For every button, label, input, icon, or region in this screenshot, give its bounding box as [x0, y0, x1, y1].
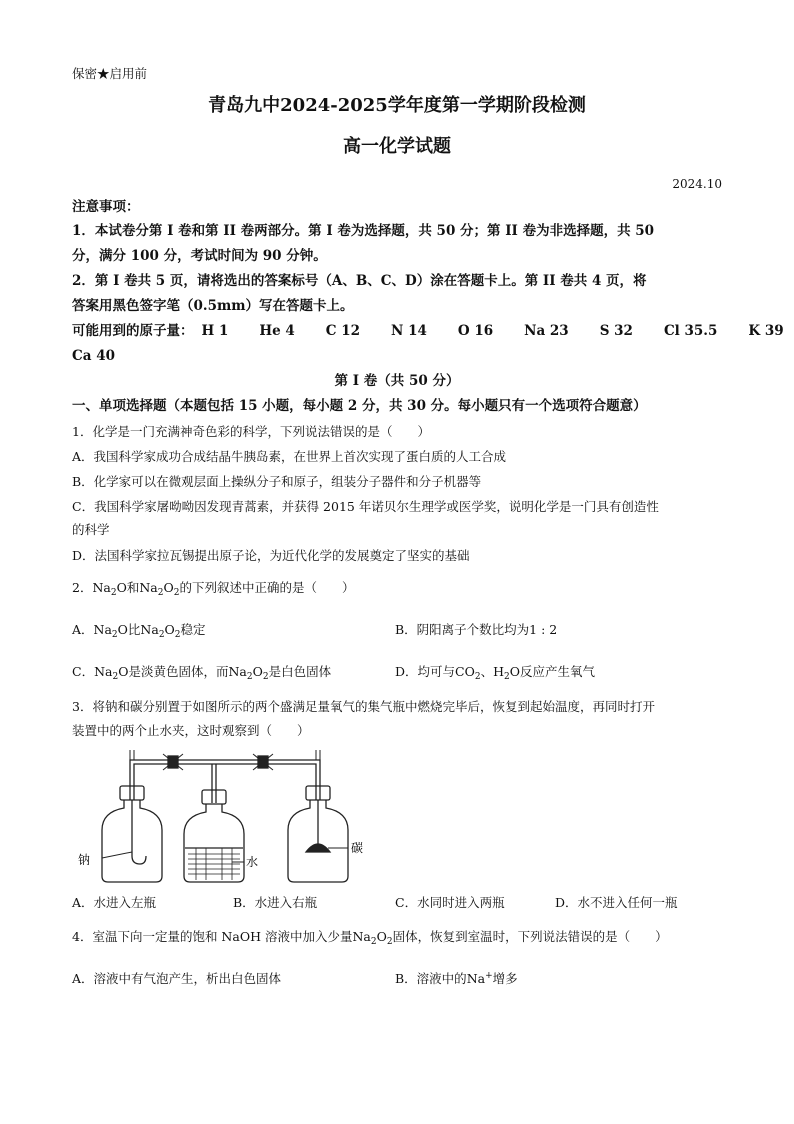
subscript: 2 — [474, 672, 481, 682]
formula-o: O — [118, 664, 129, 679]
note-1-line-2: 分，满分 100 分，考试时间为 90 分钟。 — [72, 248, 327, 264]
formula-na: Na — [228, 664, 247, 679]
formula-na: Na — [93, 622, 112, 637]
atoms-label: 可能用到的原子量： — [72, 323, 194, 339]
option-text: 稳定 — [180, 622, 206, 637]
q2-option-a — [72, 622, 206, 638]
gas-bottle-apparatus — [72, 748, 372, 888]
section-1-heading: 一、单项选择题（本题包括 15 小题，每小题 2 分，共 30 分。每小题只有一个选项符合题意） — [72, 398, 647, 414]
formula-h: H — [493, 664, 504, 679]
apparatus-drawing — [72, 748, 372, 888]
q2-option-b: B．阴阳离子个数比均为1 : 2 — [395, 622, 558, 637]
atom-item: K 39 — [748, 323, 784, 339]
formula-na: Na — [352, 929, 371, 944]
formula-na: Na — [139, 580, 158, 595]
notes-heading: 注意事项： — [72, 199, 140, 215]
formula-o: O — [509, 664, 520, 679]
q4-stem — [72, 929, 668, 945]
label-carbon: 碳 — [351, 841, 364, 855]
atom-item: N 14 — [391, 323, 427, 339]
q2-stem-mid: 和 — [126, 580, 140, 595]
option-text: 是白色固体 — [268, 664, 332, 679]
q2-number: 2． — [72, 580, 93, 595]
q4-option-a: A．溶液中有气泡产生，析出白色固体 — [72, 971, 282, 986]
q3-stem-line-2: 装置中的两个止水夹，这时观察到（ ） — [72, 723, 310, 738]
atom-item: Na 23 — [524, 323, 569, 339]
exam-date: 2024.10 — [672, 177, 722, 191]
subscript: 2 — [386, 937, 393, 947]
note-2-line-1: 2．第 I 卷共 5 页，请将选出的答案标号（A、B、C、D）涂在答题卡上。第 II 卷共 4 页，将 — [72, 273, 647, 289]
option-text: 比 — [127, 622, 141, 637]
middle-bottle-stopper — [202, 790, 226, 804]
formula-o: O — [116, 580, 127, 595]
left-bottle-stopper — [120, 786, 144, 800]
subscript: 2 — [174, 630, 181, 640]
option-text: 、 — [480, 664, 494, 679]
q2-option-d — [395, 664, 595, 680]
q1-option-c-line-2: 的科学 — [72, 522, 110, 537]
subscript: 2 — [246, 672, 253, 682]
q2-stem — [72, 580, 354, 596]
atom-item: S 32 — [599, 323, 633, 339]
subscript: 2 — [112, 672, 119, 682]
middle-bottle — [184, 804, 244, 882]
middle-tube — [212, 764, 216, 803]
formula-na: Na — [92, 580, 111, 595]
note-2-line-2: 答案用黑色签字笔（0.5mm）写在答题卡上。 — [72, 298, 354, 314]
q1-stem: 1．化学是一门充满神奇色彩的科学，下列说法错误的是（ ） — [72, 424, 430, 439]
option-prefix: B．溶液中的 — [395, 971, 467, 986]
q4-stem-start: 4．室温下向一定量的饱和 NaOH 溶液中加入少量 — [72, 929, 353, 944]
spoon-left — [132, 800, 146, 864]
label-sodium: 钠 — [78, 853, 91, 867]
atom-item: C 12 — [325, 323, 361, 339]
formula-na: Na — [466, 971, 486, 986]
q2-stem-end: 的下列叙述中正确的是（ ） — [179, 580, 355, 595]
note-1-line-1: 1．本试卷分第 I 卷和第 II 卷两部分。第 I 卷为选择题，共 50 分；第 II 卷为非选择题，共 50 — [72, 223, 655, 239]
option-prefix: C． — [72, 664, 95, 679]
subscript: 2 — [158, 630, 165, 640]
option-prefix: D．均可与 — [395, 664, 456, 679]
subscript: 2 — [370, 937, 377, 947]
atom-item: He 4 — [259, 323, 295, 339]
atom-item: Cl 35.5 — [663, 323, 718, 339]
option-text: 反应产生氧气 — [519, 664, 595, 679]
q3-option-b: B．水进入右瓶 — [233, 895, 318, 910]
q3-stem-line-1: 3．将钠和碳分别置于如图所示的两个盛满足量氧气的集气瓶中燃烧完毕后，恢复到起始温度，再同时打开 — [72, 699, 655, 714]
subscript: 2 — [157, 588, 164, 598]
option-text: 是淡黄色固体，而 — [128, 664, 229, 679]
atomic-masses — [72, 323, 784, 339]
label-water: 水 — [246, 855, 259, 869]
q2-option-c — [72, 664, 331, 680]
q4-option-b — [395, 971, 518, 987]
formula-o: O — [117, 622, 128, 637]
exam-title: 青岛九中2024-2025学年度第一学期阶段检测 — [208, 95, 586, 116]
formula-o: O — [163, 580, 174, 595]
formula-na: Na — [94, 664, 113, 679]
exam-subtitle: 高一化学试题 — [343, 136, 451, 157]
q3-option-c: C．水同时进入两瓶 — [395, 895, 505, 910]
carbon-sample — [306, 844, 330, 852]
subscript: 2 — [173, 588, 180, 598]
part-1-heading: 第 I 卷（共 50 分） — [334, 373, 460, 389]
atomic-masses-line-2: Ca 40 — [72, 348, 115, 364]
formula-co: CO — [455, 664, 475, 679]
subscript: 2 — [504, 672, 510, 682]
formula-o: O — [164, 622, 175, 637]
option-prefix: A． — [72, 622, 94, 637]
q1-option-c-line-1: C．我国科学家屠呦呦因发现青蒿素，并获得 2015 年诺贝尔生理学或医学奖，说明化学是一门具有创造性 — [72, 499, 659, 514]
q1-option-b: B．化学家可以在微观层面上操纵分子和原子，组装分子器件和分子机器等 — [72, 474, 482, 489]
connecting-tube — [130, 760, 320, 800]
option-text: 增多 — [492, 971, 518, 986]
superscript: + — [485, 971, 493, 981]
subscript: 2 — [111, 630, 118, 640]
subscript: 2 — [110, 588, 117, 598]
q4-stem-end: 固体，恢复到室温时，下列说法错误的是（ ） — [392, 929, 668, 944]
q3-option-a: A．水进入左瓶 — [72, 895, 157, 910]
subscript: 2 — [262, 672, 269, 682]
q3-option-d: D．水不进入任何一瓶 — [555, 895, 678, 910]
connecting-tube-inner — [134, 764, 316, 800]
atom-item: H 1 — [201, 323, 229, 339]
q1-option-d: D．法国科学家拉瓦锡提出原子论，为近代化学的发展奠定了坚实的基础 — [72, 548, 470, 563]
formula-o: O — [252, 664, 263, 679]
q1-option-a: A．我国科学家成功合成结晶牛胰岛素，在世界上首次实现了蛋白质的人工合成 — [72, 449, 507, 464]
confidential-label: 保密★启用前 — [72, 66, 148, 81]
formula-o: O — [376, 929, 387, 944]
right-bottle-stopper — [306, 786, 330, 800]
water-level — [185, 848, 243, 880]
formula-na: Na — [140, 622, 159, 637]
atom-item: O 16 — [457, 323, 494, 339]
